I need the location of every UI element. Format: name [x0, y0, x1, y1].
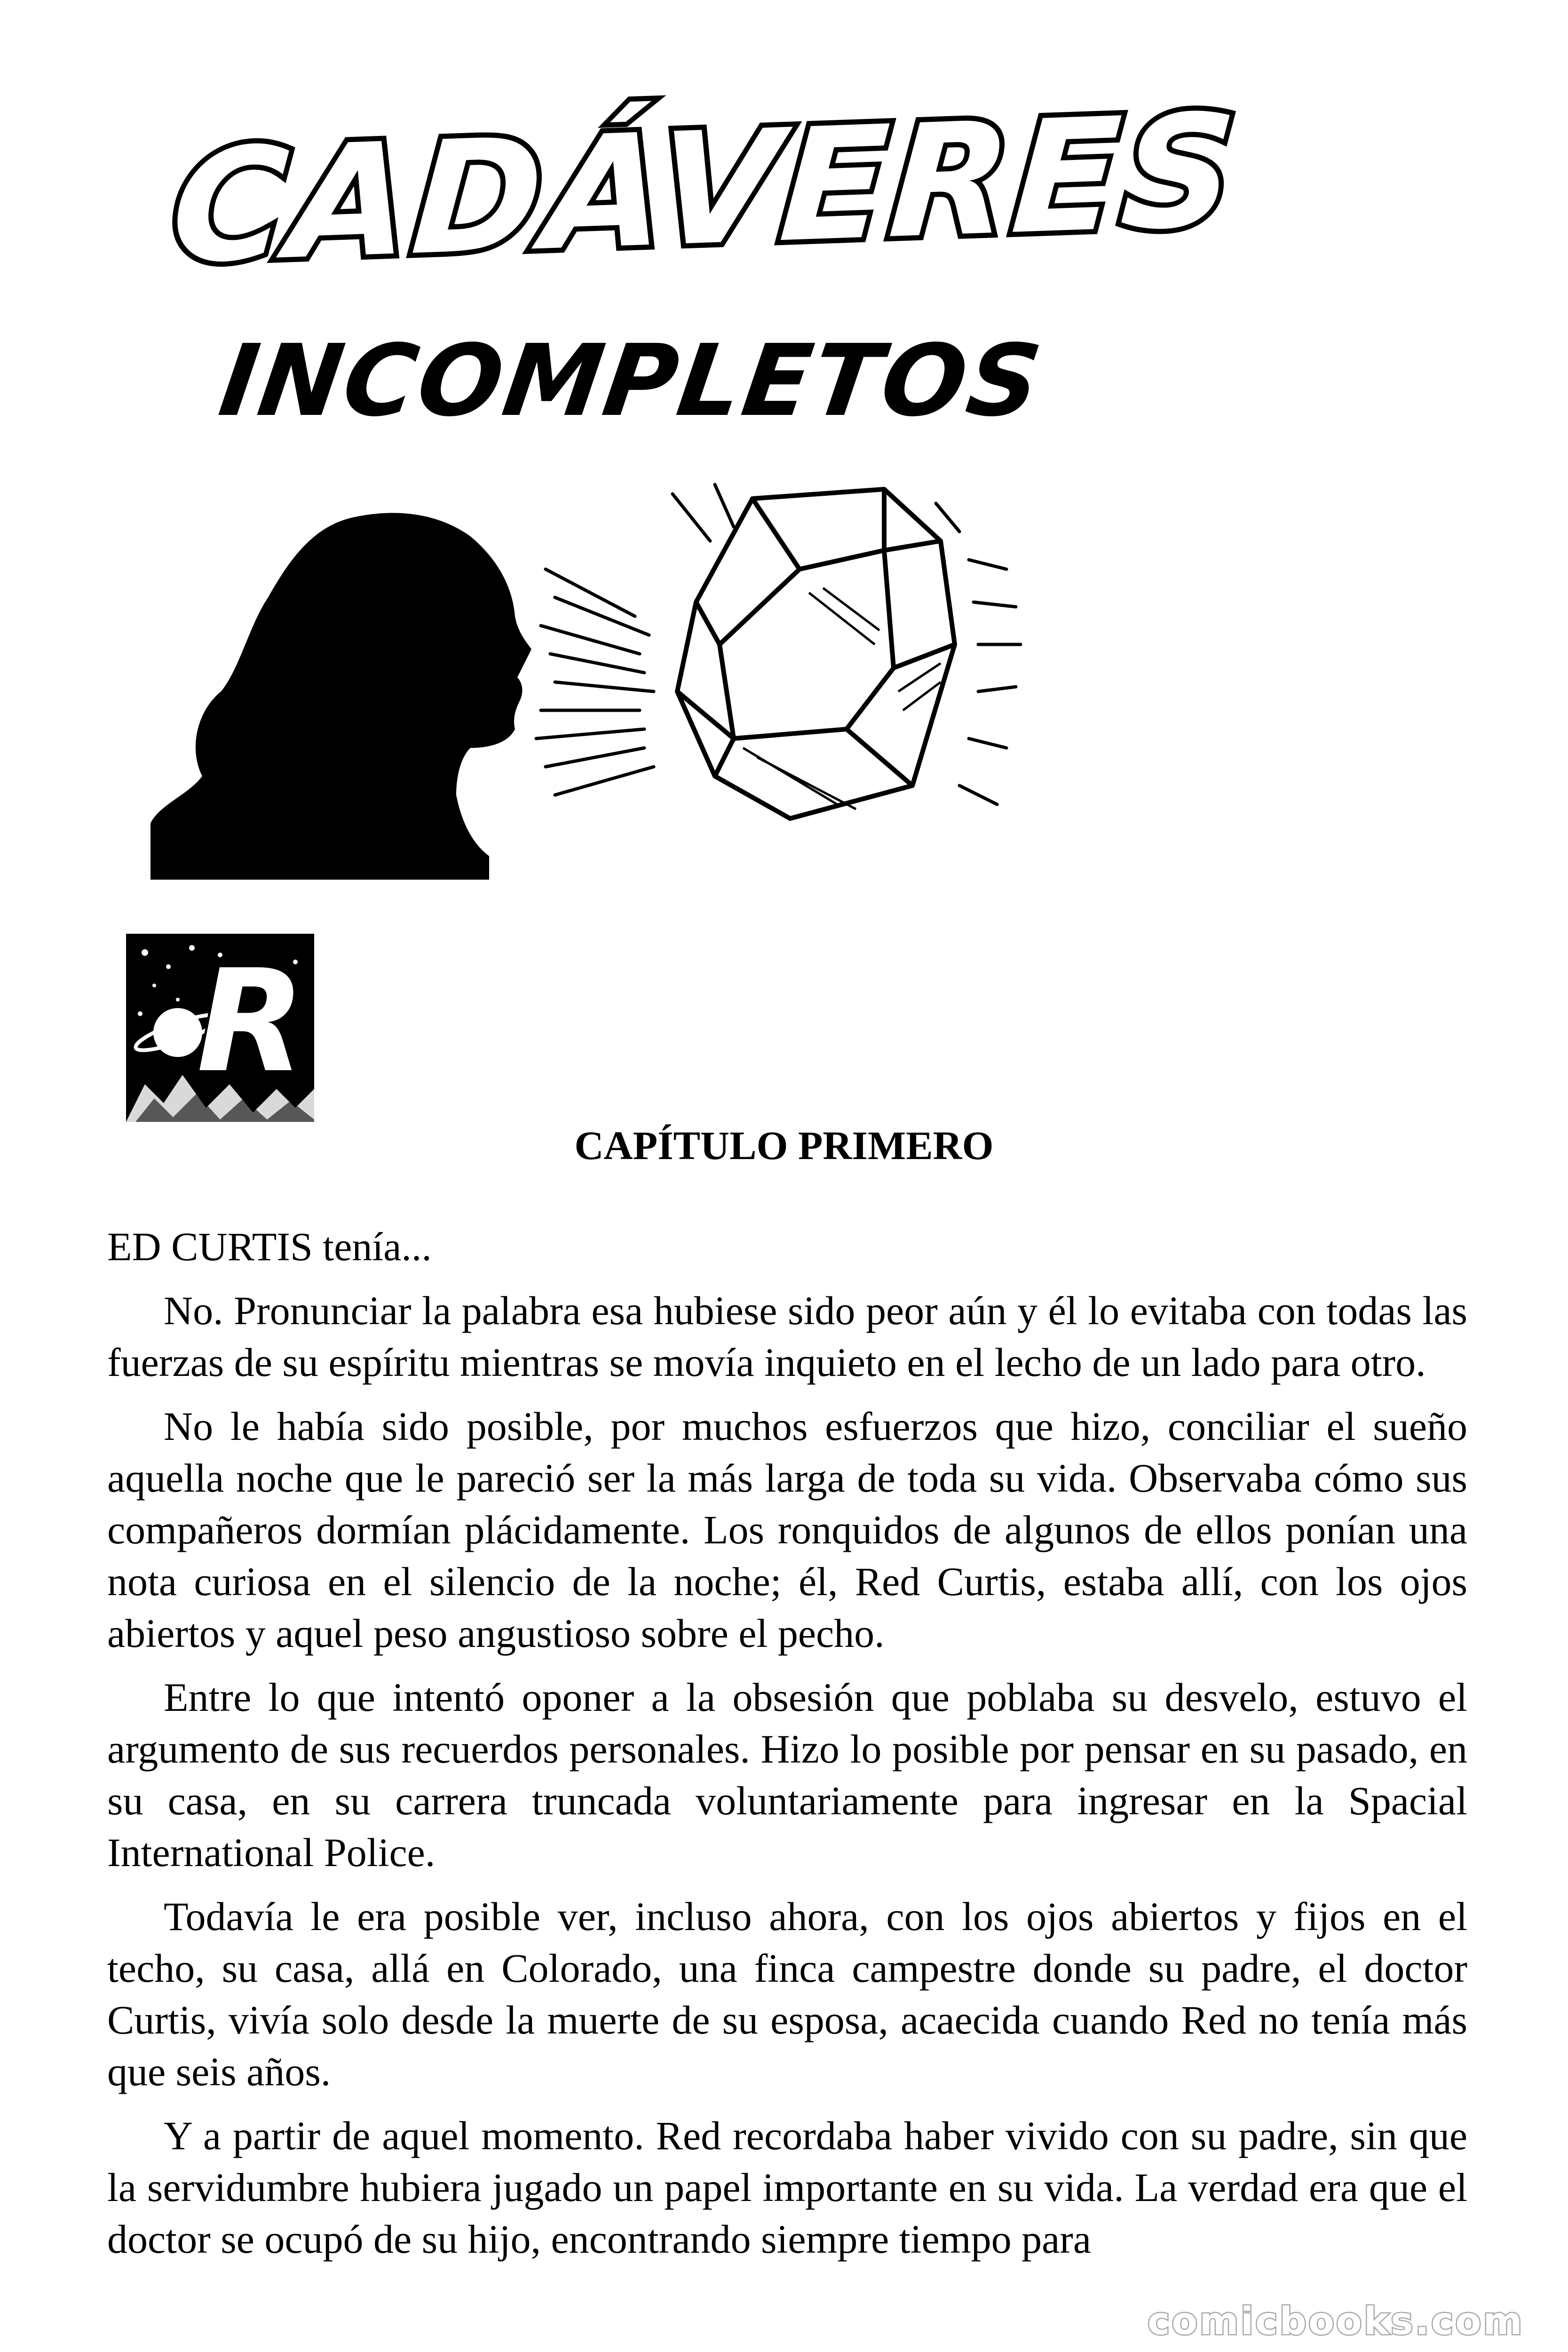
chapter-heading: CAPÍTULO PRIMERO	[574, 1123, 994, 1168]
paragraph: No. Pronunciar la palabra esa hubiese sido peor aún y él lo evitaba con todas las fuerzas de su espíritu mientras se movía inquieto en el lecho de un lado para otro.	[107, 1288, 1467, 1385]
chapter-ornament-r	[126, 934, 314, 1122]
body-text	[107, 1221, 1467, 2277]
title-subtitle: INCOMPLETOS	[213, 323, 1049, 438]
ornament-letter: R	[197, 939, 306, 1104]
title-main: CADÁVERES	[166, 80, 1244, 298]
paragraph: Todavía le era posible ver, incluso ahora, con los ojos abiertos y fijos en el techo, su casa, allá en Colorado, una finca campestre donde su padre, el doctor Curtis, vivía solo desde la muerte de su esposa, acaecida cuando Red no tenía más que seis años.	[107, 1894, 1467, 2094]
paragraph: No le había sido posible, por muchos esfuerzos que hizo, conciliar el sueño aquella noche que le pareció ser la más larga de toda su vida. Observaba cómo sus compañeros dormían plácidamente. Los ronquidos de algunos de ellos ponían una nota curiosa en el silencio de la noche; él, Red Curtis, estaba allí, con los ojos abiertos y aquel peso angustioso sobre el pecho.	[107, 1404, 1467, 1656]
title-art	[132, 71, 1244, 833]
silhouette-crystal-illustration	[132, 447, 1025, 880]
watermark: comicbooks.com	[1148, 2299, 1524, 2343]
paragraph: Entre lo que intentó oponer a la obsesión que poblaba su desvelo, estuvo el argumento de sus recuerdos personales. Hizo lo posible por pensar en su pasado, en su casa, en su carrera truncada voluntariamente para ingresar en la Spacial International Police.	[107, 1675, 1467, 1875]
paragraph: Y a partir de aquel momento. Red recordaba haber vivido con su padre, sin que la servidumbre hubiera jugado un papel importante en su vida. La verdad era que el doctor se ocupó de su hijo, encontrando siempre tiempo para	[107, 2113, 1467, 2262]
silhouette-head	[150, 513, 531, 880]
crystal	[677, 489, 955, 818]
paragraph: ED CURTIS tenía...	[107, 1224, 432, 1269]
